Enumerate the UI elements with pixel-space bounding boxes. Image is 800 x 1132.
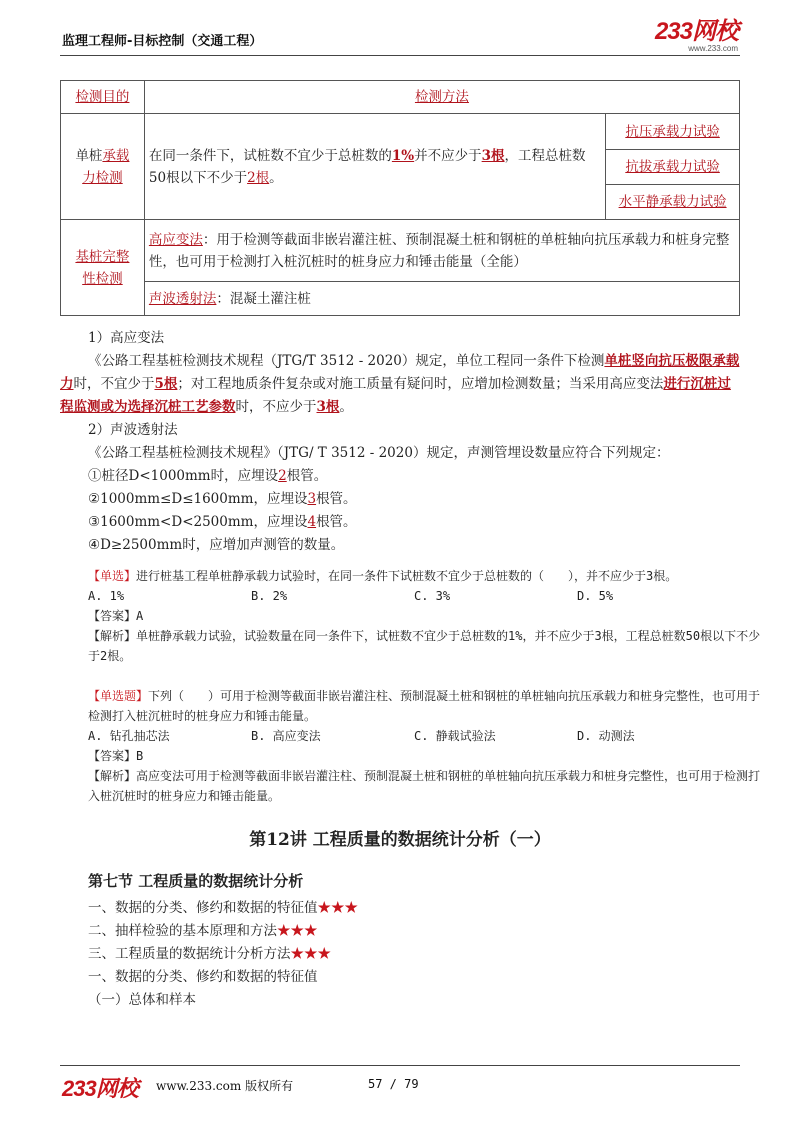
cell-method-compression: 抗压承载力试验 xyxy=(606,114,740,150)
header-divider xyxy=(60,55,740,56)
table-row xyxy=(61,114,740,150)
cell-method-lateral: 水平静承载力试验 xyxy=(606,185,740,220)
footer-copyright: www.233.com 版权所有 xyxy=(156,1079,294,1093)
brand-logo xyxy=(655,20,738,53)
table-row xyxy=(61,220,740,282)
section-sonic-paragraph: 《公路工程基桩检测技术规程》（JTG/ T 3512 - 2020）规定，声测管埋设数量应符合下列规定： xyxy=(88,445,670,461)
outline-item: 一、数据的分类、修约和数据的特征值★★★ xyxy=(88,900,358,916)
cell-method-uplift: 抗拔承载力试验 xyxy=(606,150,740,185)
outline-item: 二、抽样检验的基本原理和方法★★★ xyxy=(88,923,318,939)
subsection-title: 一、数据的分类、修约和数据的特征值 xyxy=(88,969,318,985)
question-2-stem: 【单选题】下列（ ）可用于检测等截面非嵌岩灌注柱、预制混凝土桩和钢桩的单桩轴向抗压承载力和桩身完整性，也可用于检测打入桩沉桩时的桩身应力和锤击能量。 xyxy=(88,689,761,723)
question-2 xyxy=(88,686,768,806)
question-1 xyxy=(88,566,768,666)
question-1-options: A. 1% B. 2% C. 3% D. 5% xyxy=(88,589,614,603)
star-rating-icon: ★★★ xyxy=(277,923,318,939)
question-2-options: A. 钻孔抽芯法 B. 高应变法 C. 静载试验法 D. 动测法 xyxy=(88,729,635,743)
cell-sonic-method: 声波透射法：混凝土灌注桩 xyxy=(144,282,739,316)
footer-logo: 233网校 xyxy=(62,1076,138,1101)
question-2-answer: 【答案】B xyxy=(88,749,144,763)
pile-testing-table xyxy=(60,80,740,316)
table-row xyxy=(61,282,740,316)
list-item: ④D≥2500mm时，应增加声测管的数量。 xyxy=(88,537,345,553)
star-rating-icon: ★★★ xyxy=(317,900,358,916)
table-header-row xyxy=(61,81,740,114)
footer-divider xyxy=(60,1065,740,1066)
logo-text: 233网校 xyxy=(654,18,738,45)
header-cell-method: 检测方法 xyxy=(144,81,739,114)
section-title: 第七节 工程质量的数据统计分析 xyxy=(88,872,304,890)
section-sonic-title: 2）声波透射法 xyxy=(88,422,178,438)
question-1-analysis: 【解析】单桩静承载力试验，试验数量在同一条件下，试桩数不宜少于总桩数的1%，并不应少于3根，工程总桩数50根以下不少于2根。 xyxy=(88,629,761,663)
header-cell-purpose: 检测目的 xyxy=(61,81,145,114)
list-item: ②1000mm≤D≤1600mm，应埋设3根管。 xyxy=(88,491,357,507)
list-item: ③1600mm<D<2500mm，应埋设4根管。 xyxy=(88,514,357,530)
page-number: 57 / 79 xyxy=(368,1077,419,1091)
list-item: ①桩径D<1000mm时，应埋设2根管。 xyxy=(88,468,328,484)
outline-item: 三、工程质量的数据统计分析方法★★★ xyxy=(88,946,331,962)
cell-high-strain-method: 高应变法：用于检测等截面非嵌岩灌注桩、预制混凝土桩和钢桩的单桩轴向抗压承载力和桩身完整性，也可用于检测打入桩沉桩时的桩身应力和锤击能量（全能） xyxy=(144,220,739,282)
question-1-stem: 【单选】进行桩基工程单桩静承载力试验时，在同一条件下试桩数不宜少于总桩数的（ ），并不应少于3根。 xyxy=(88,569,678,583)
cell-single-pile-rule: 在同一条件下，试桩数不宜少于总桩数的1%并不应少于3根，工程总桩数50根以下不少于2根。 xyxy=(144,114,605,220)
cell-purpose-single-pile: 单桩承载 力检测 xyxy=(61,114,145,220)
section-high-strain-title: 1）高应变法 xyxy=(88,330,165,346)
logo-url: www.233.com xyxy=(688,44,738,53)
subsection-subtitle: （一）总体和样本 xyxy=(88,992,196,1008)
star-rating-icon: ★★★ xyxy=(290,946,331,962)
document-header-title: 监理工程师-目标控制（交通工程） xyxy=(62,34,263,49)
question-2-analysis: 【解析】高应变法可用于检测等截面非嵌岩灌注柱、预制混凝土桩和钢桩的单桩轴向抗压承载力和桩身完整性，也可用于检测打入桩沉桩时的桩身应力和锤击能量。 xyxy=(88,769,761,803)
lecture-title: 第12讲 工程质量的数据统计分析（一） xyxy=(249,830,551,850)
question-1-answer: 【答案】A xyxy=(88,609,144,623)
cell-purpose-integrity: 基桩完整 性检测 xyxy=(61,220,145,316)
section-high-strain-paragraph: 《公路工程基桩检测技术规程（JTG/T 3512 - 2020）规定，单位工程同一条件下检测单桩竖向抗压极限承载力时，不宜少于5根；对工程地质条件复杂或对施工质量有疑问时，应增加检测数量；当采用高应变法进行沉桩过程监测或为选择沉桩工艺参数时，不应少于3根。 xyxy=(60,353,740,415)
